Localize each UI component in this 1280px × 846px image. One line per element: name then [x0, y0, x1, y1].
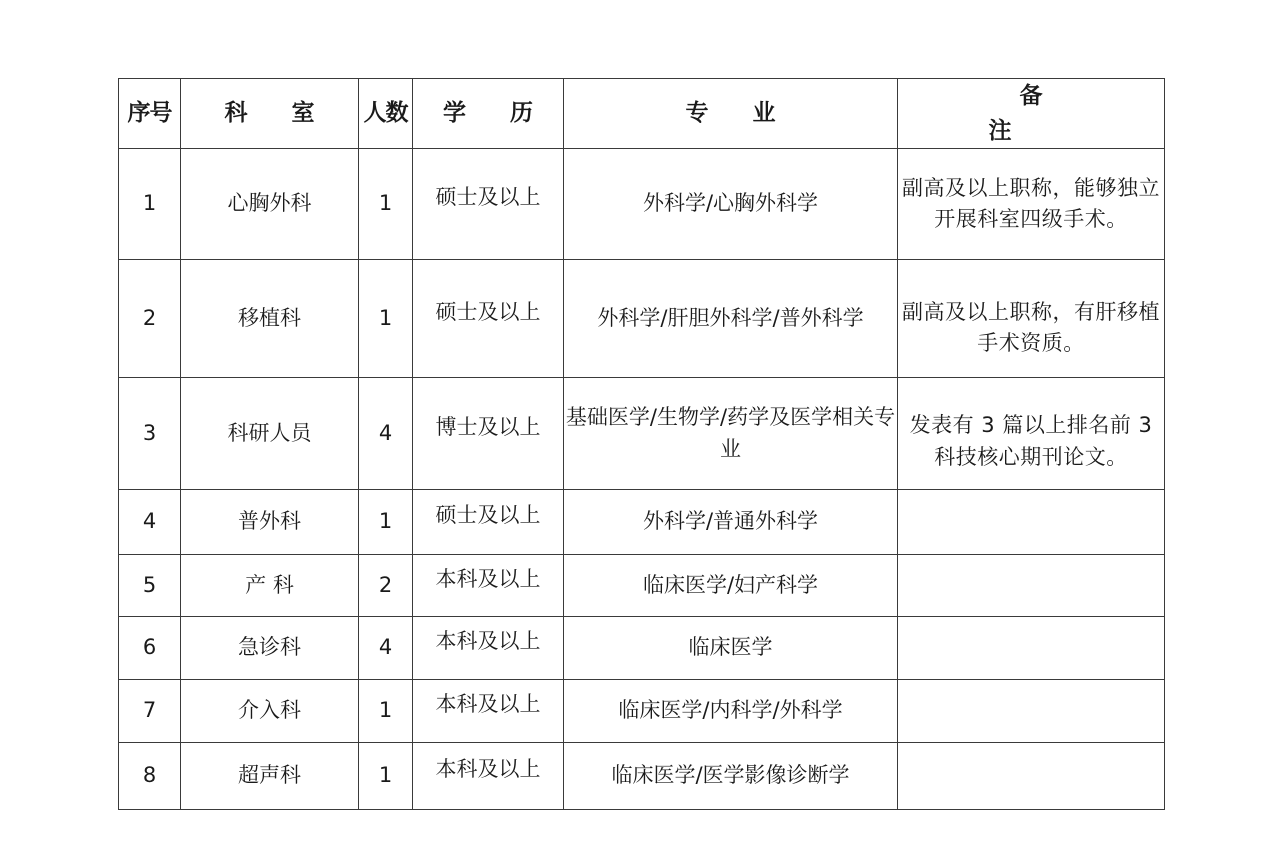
cell-remark — [898, 743, 1165, 810]
cell-index: 8 — [119, 743, 181, 810]
cell-index: 1 — [119, 149, 181, 260]
header-major: 专 业 — [564, 79, 898, 149]
cell-education — [413, 149, 564, 260]
header-index: 序号 — [119, 79, 181, 149]
cell-remark: 副高及以上职称，能够独立开展科室四级手术。 — [898, 149, 1165, 260]
cell-department: 产 科 — [181, 555, 359, 617]
cell-index: 7 — [119, 680, 181, 743]
cell-education-text: 本科及以上 — [435, 566, 541, 591]
cell-major: 临床医学 — [564, 617, 898, 680]
cell-index: 2 — [119, 260, 181, 378]
recruitment-table — [118, 78, 1165, 810]
header-remark: 备 注 — [898, 79, 1165, 149]
table-row — [119, 149, 1165, 260]
cell-education — [413, 260, 564, 378]
cell-major: 临床医学/内科学/外科学 — [564, 680, 898, 743]
cell-remark — [898, 617, 1165, 680]
cell-major: 外科学/心胸外科学 — [564, 149, 898, 260]
cell-education — [413, 555, 564, 617]
cell-index: 6 — [119, 617, 181, 680]
cell-index: 4 — [119, 490, 181, 555]
cell-department: 介入科 — [181, 680, 359, 743]
cell-remark: 发表有 3 篇以上排名前 3 科技核心期刊论文。 — [898, 378, 1165, 490]
cell-education-text: 本科及以上 — [435, 629, 541, 654]
cell-remark — [898, 680, 1165, 743]
cell-education-text: 本科及以上 — [435, 757, 541, 782]
cell-education — [413, 490, 564, 555]
cell-education-text: 硕士及以上 — [435, 185, 541, 210]
cell-remark — [898, 490, 1165, 555]
cell-department: 超声科 — [181, 743, 359, 810]
cell-education-text: 本科及以上 — [435, 692, 541, 717]
cell-count: 2 — [359, 555, 413, 617]
table-header-row — [119, 79, 1165, 149]
cell-education-text: 硕士及以上 — [435, 503, 541, 528]
cell-remark: 副高及以上职称，有肝移植手术资质。 — [898, 260, 1165, 378]
cell-major: 临床医学/妇产科学 — [564, 555, 898, 617]
cell-index: 3 — [119, 378, 181, 490]
cell-major: 基础医学/生物学/药学及医学相关专业 — [564, 378, 898, 490]
header-education: 学 历 — [413, 79, 564, 149]
cell-education — [413, 680, 564, 743]
table-row — [119, 680, 1165, 743]
recruitment-table-sheet — [118, 78, 1164, 810]
cell-count: 1 — [359, 260, 413, 378]
table-row — [119, 743, 1165, 810]
table-row — [119, 555, 1165, 617]
table-row — [119, 260, 1165, 378]
header-department: 科 室 — [181, 79, 359, 149]
cell-count: 1 — [359, 149, 413, 260]
table-row — [119, 490, 1165, 555]
cell-count: 1 — [359, 490, 413, 555]
cell-major: 外科学/肝胆外科学/普外科学 — [564, 260, 898, 378]
cell-department: 移植科 — [181, 260, 359, 378]
cell-count: 4 — [359, 378, 413, 490]
cell-remark — [898, 555, 1165, 617]
table-row — [119, 617, 1165, 680]
cell-major: 临床医学/医学影像诊断学 — [564, 743, 898, 810]
cell-count: 1 — [359, 743, 413, 810]
cell-count: 4 — [359, 617, 413, 680]
cell-education — [413, 378, 564, 490]
cell-department: 科研人员 — [181, 378, 359, 490]
cell-count: 1 — [359, 680, 413, 743]
cell-department: 急诊科 — [181, 617, 359, 680]
cell-department: 普外科 — [181, 490, 359, 555]
cell-education-text: 硕士及以上 — [435, 299, 541, 324]
cell-education — [413, 743, 564, 810]
table-row — [119, 378, 1165, 490]
cell-education — [413, 617, 564, 680]
header-count: 人数 — [359, 79, 413, 149]
cell-education-text: 博士及以上 — [435, 414, 541, 439]
cell-department: 心胸外科 — [181, 149, 359, 260]
cell-index: 5 — [119, 555, 181, 617]
cell-major: 外科学/普通外科学 — [564, 490, 898, 555]
